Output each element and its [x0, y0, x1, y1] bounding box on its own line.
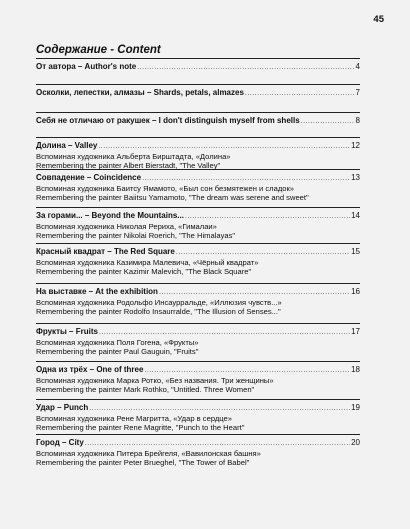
toc-entry-subtitle-en: Remembering the painter Kazimir Malevich, "The Black Square" — [36, 267, 252, 277]
toc-entry-page: 20 — [351, 438, 360, 447]
toc-entry-page: 18 — [351, 365, 360, 374]
toc-entry-page: 16 — [351, 287, 360, 296]
toc-entry-subtitle-ru: Вспоминая художника Баитсу Ямамото, «Был сон безмятежен и сладок» — [36, 184, 295, 193]
page-number: 45 — [373, 14, 384, 25]
toc-entry[interactable] — [36, 58, 360, 84]
toc-list — [36, 58, 360, 474]
toc-entry[interactable] — [36, 399, 360, 434]
toc-entry[interactable] — [36, 434, 360, 474]
toc-entry-subtitle-ru: Вспоминая художника Николая Рериха, «Гималаи» — [36, 222, 217, 231]
toc-entry-title: Осколки, лепестки, алмазы – Shards, petals, almazes — [36, 88, 244, 97]
toc-entry-subtitle-en: Remembering the painter Paul Gauguin, "Fruits" — [36, 347, 199, 357]
toc-entry-heading — [36, 365, 360, 376]
dot-leader — [176, 248, 350, 258]
toc-entry[interactable] — [36, 112, 360, 137]
dot-leader — [159, 288, 350, 298]
dot-leader — [142, 174, 350, 184]
toc-entry-page: 19 — [351, 403, 360, 412]
toc-entry-subtitle-en: Remembering the painter Nikolai Roerich, "The Himalayas" — [36, 231, 236, 241]
dot-leader — [301, 117, 355, 127]
toc-entry-heading — [36, 141, 360, 152]
toc-entry-heading — [36, 116, 360, 127]
toc-entry-heading — [36, 62, 360, 73]
toc-entry-title: Долина – Valley — [36, 141, 98, 150]
toc-entry-subtitle-en: Remembering the painter Albert Bierstadt, "The Valley" — [36, 161, 221, 171]
toc-entry-heading — [36, 438, 360, 449]
toc-heading: Содержание - Content — [36, 44, 161, 56]
toc-entry-heading — [36, 403, 360, 414]
toc-entry-subtitle-en: Remembering the painter Rodolfo Insaurralde, "The Illusion of Senses..." — [36, 307, 281, 317]
toc-entry-subtitle-en: Remembering the painter Baiitsu Yamamoto, "The dream was serene and sweet" — [36, 193, 309, 203]
toc-entry-title: На выставке – At the exhibition — [36, 287, 158, 296]
toc-entry-page: 15 — [351, 247, 360, 256]
dot-leader — [144, 366, 350, 376]
toc-entry-title: Удар – Punch — [36, 403, 89, 412]
toc-entry-title: Город – City — [36, 438, 84, 447]
toc-entry-heading — [36, 247, 360, 258]
dot-leader — [99, 328, 350, 338]
toc-entry-title: Фрукты – Fruits — [36, 327, 98, 336]
toc-entry-subtitle-en: Remembering the painter Mark Rothko, "Untitled. Three Women" — [36, 385, 255, 395]
toc-entry-heading — [36, 211, 360, 222]
toc-entry-page: 4 — [355, 62, 360, 71]
dot-leader — [98, 142, 350, 152]
toc-entry[interactable] — [36, 137, 360, 169]
toc-entry-title: Совпадение – Coincidence — [36, 173, 142, 182]
toc-entry-page: 8 — [355, 116, 360, 125]
toc-entry-subtitle-ru: Вспоминая художника Питера Брейгеля, «Вавилонская башня» — [36, 449, 261, 458]
dot-leader — [89, 404, 350, 414]
toc-entry-subtitle-ru: Вспоминая художника Родольфо Инсаурральде, «Иллюзия чувств...» — [36, 298, 282, 307]
toc-entry-page: 12 — [351, 141, 360, 150]
toc-entry-title: Красный квадрат – The Red Square — [36, 247, 175, 256]
toc-entry[interactable] — [36, 169, 360, 207]
toc-entry-page: 13 — [351, 173, 360, 182]
toc-entry-title: От автора – Author's note — [36, 62, 137, 71]
toc-entry-page: 17 — [351, 327, 360, 336]
toc-entry-page: 7 — [355, 88, 360, 97]
toc-entry[interactable] — [36, 243, 360, 283]
toc-entry-subtitle-ru: Вспоминая художника Казимира Малевича, «Чёрный квадрат» — [36, 258, 259, 267]
toc-entry-title: Одна из трёх – One of three — [36, 365, 144, 374]
toc-entry[interactable] — [36, 84, 360, 112]
toc-entry-subtitle-en: Remembering the painter Rene Magritte, "Punch to the Heart" — [36, 423, 245, 433]
toc-entry[interactable] — [36, 361, 360, 399]
dot-leader — [137, 63, 354, 73]
toc-entry[interactable] — [36, 207, 360, 243]
dot-leader — [185, 212, 350, 222]
dot-leader — [85, 439, 350, 449]
toc-entry-subtitle-ru: Вспоминая художника Марка Ротко, «Без названия. Три женщины» — [36, 376, 274, 385]
toc-entry-title: За горами... – Beyond the Mountains... — [36, 211, 184, 220]
toc-entry-subtitle-ru: Вспоминая художника Поля Гогена, «Фрукты» — [36, 338, 199, 347]
toc-entry[interactable] — [36, 283, 360, 323]
toc-entry-subtitle-en: Remembering the painter Peter Brueghel, "The Tower of Babel" — [36, 458, 250, 468]
toc-entry-heading — [36, 173, 360, 184]
toc-entry-page: 14 — [351, 211, 360, 220]
toc-entry[interactable] — [36, 323, 360, 361]
toc-entry-heading — [36, 287, 360, 298]
toc-entry-title: Себя не отличаю от ракушек – I don't distinguish myself from shells — [36, 116, 300, 125]
toc-entry-heading — [36, 327, 360, 338]
toc-entry-subtitle-ru: Вспоминая художника Альберта Бирштадта, «Долина» — [36, 152, 231, 161]
toc-entry-subtitle-ru: Вспоминая художника Рене Магритта, «Удар в сердце» — [36, 414, 233, 423]
dot-leader — [245, 89, 355, 99]
toc-entry-heading — [36, 88, 360, 99]
